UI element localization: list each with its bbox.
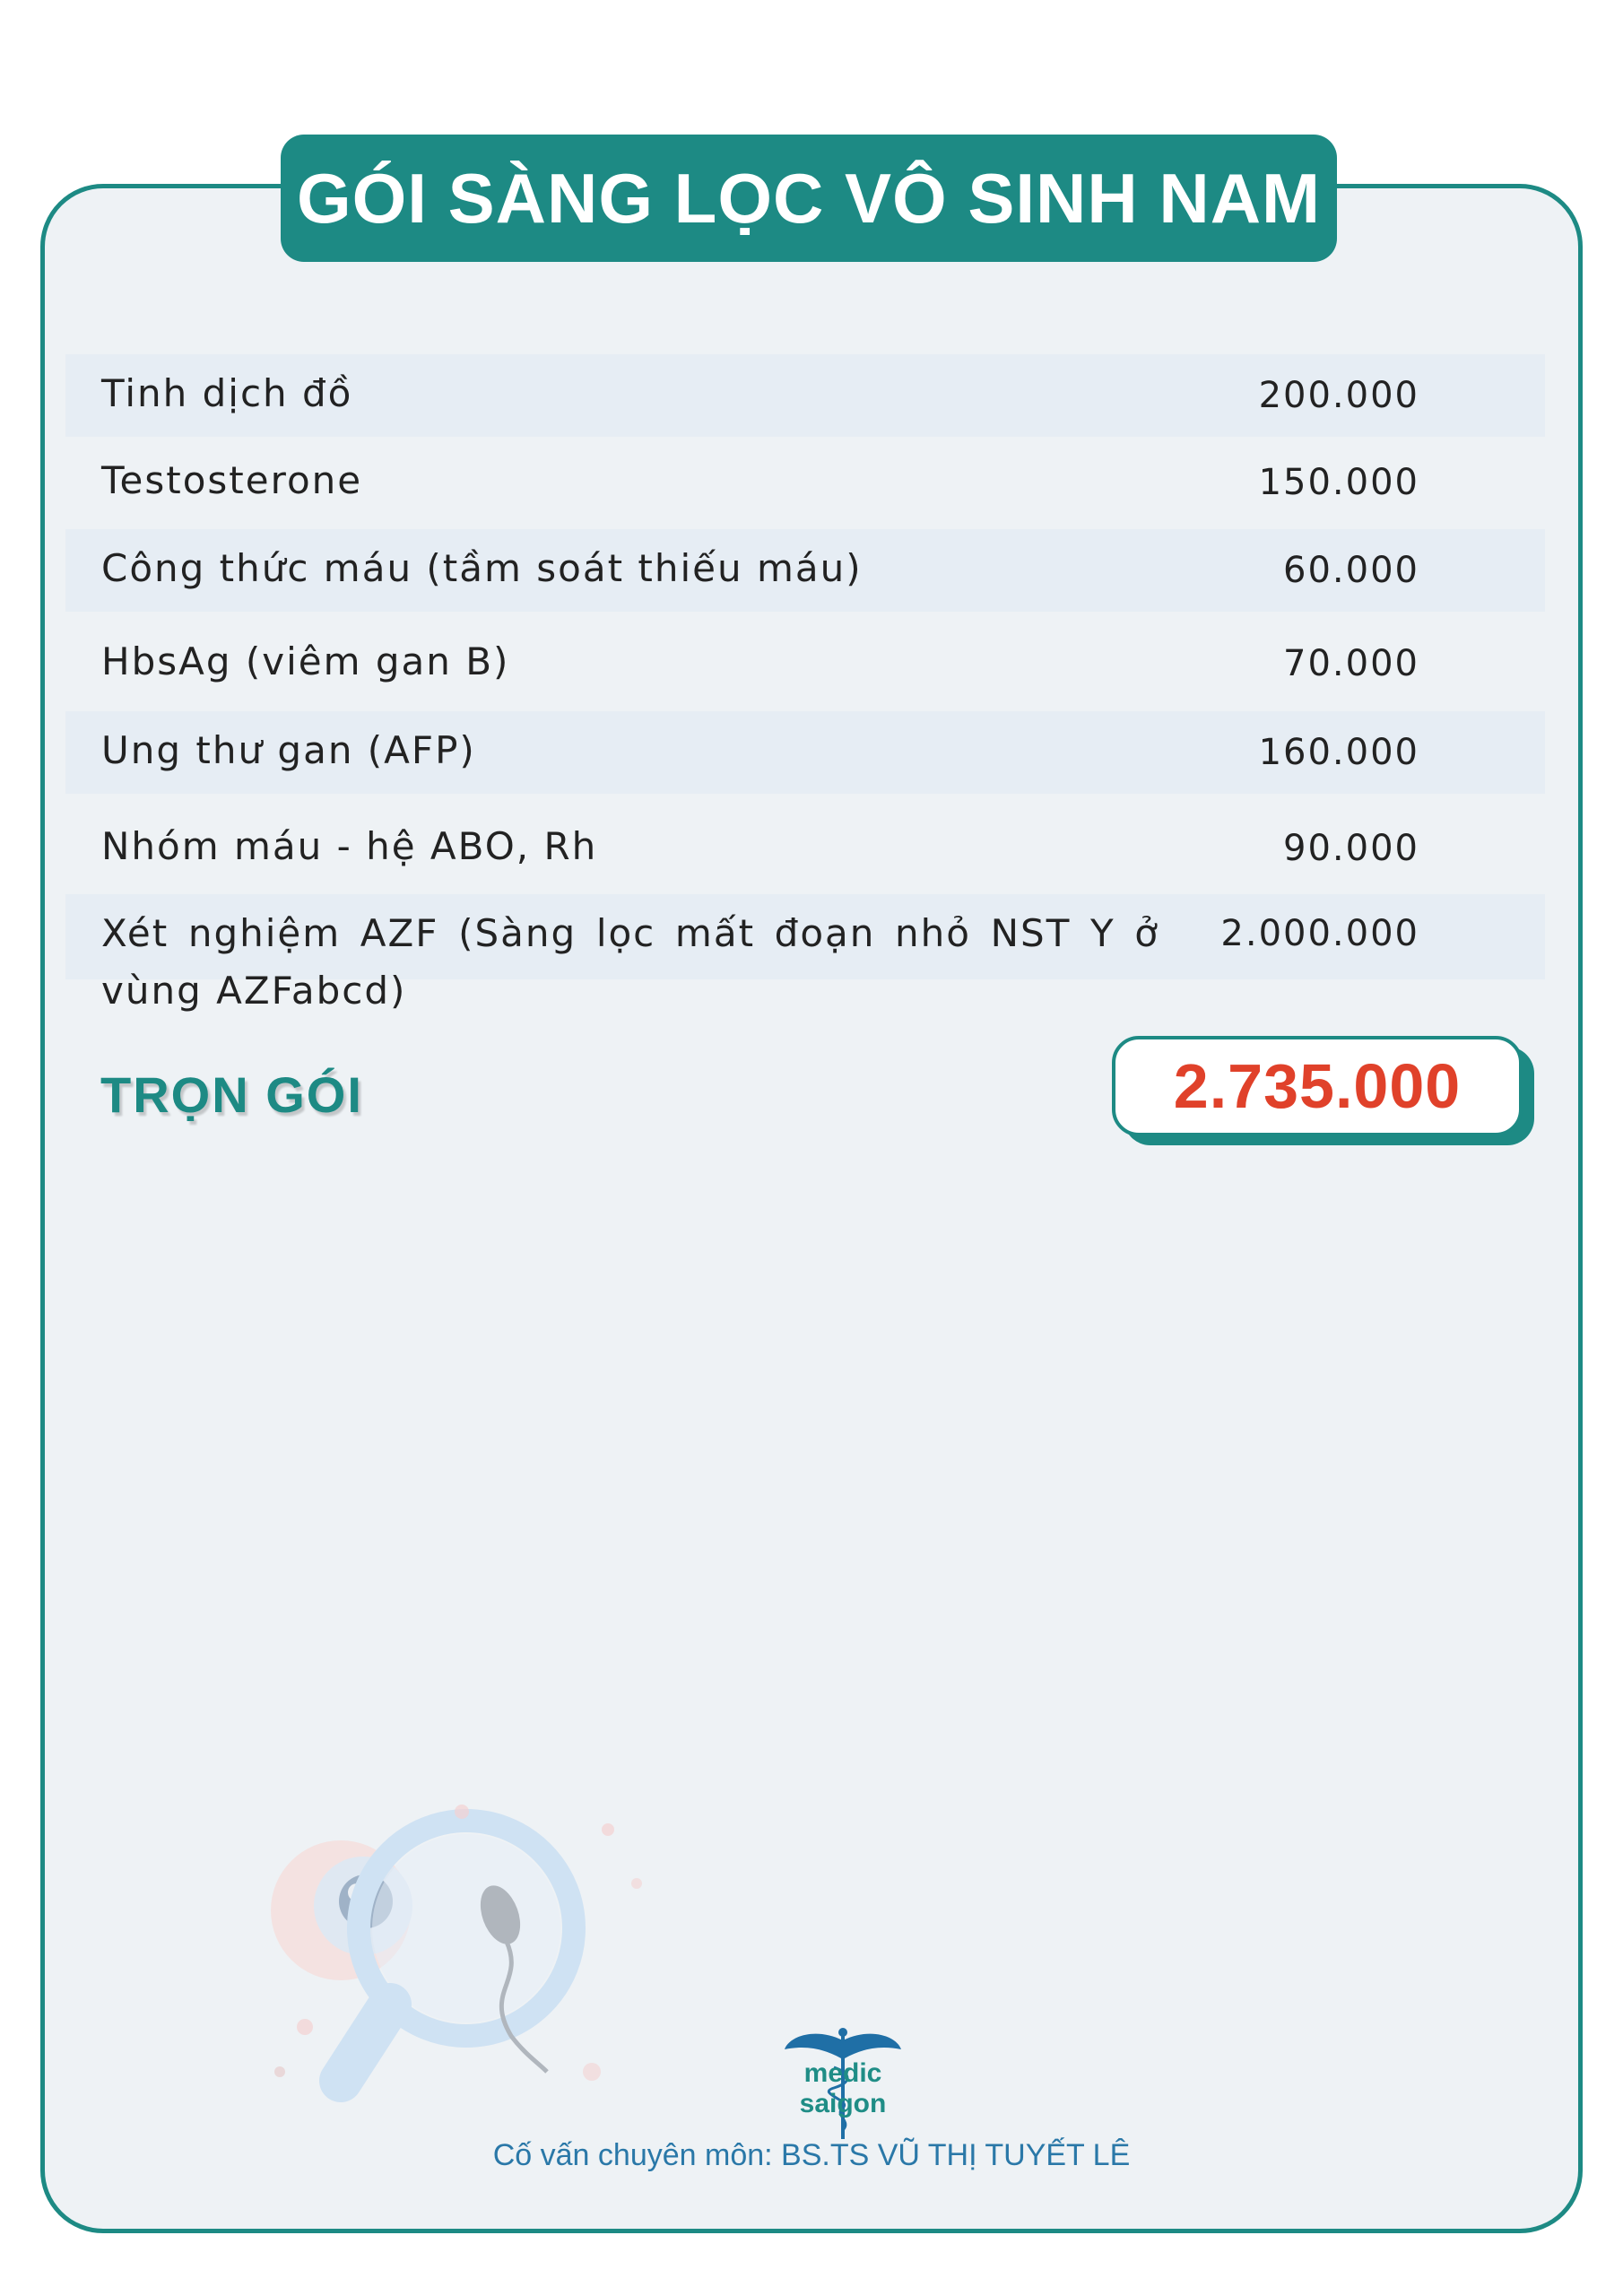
item-price: 60.000 <box>1283 550 1419 591</box>
item-price: 2.000.000 <box>1220 913 1419 954</box>
item-name: Testosterone <box>101 458 363 502</box>
magnifier-sperm-illustration <box>269 1803 735 2161</box>
title-banner <box>281 135 1337 262</box>
list-item <box>65 711 1545 794</box>
item-name: Ung thư gan (AFP) <box>101 728 476 772</box>
item-name: HbsAg (viêm gan B) <box>101 639 510 683</box>
item-price: 90.000 <box>1283 828 1419 869</box>
item-price: 200.000 <box>1258 375 1419 416</box>
total-label: TRỌN GÓI <box>100 1066 363 1123</box>
total-price: 2.735.000 <box>1173 1051 1462 1121</box>
item-name: Công thức máu (tầm soát thiếu máu) <box>101 546 863 590</box>
total-price-box <box>1112 1036 1523 1136</box>
advisor-credit: Cố vấn chuyên môn: BS.TS VŨ THỊ TUYẾT LÊ <box>492 2138 1131 2172</box>
item-price: 70.000 <box>1283 643 1419 684</box>
list-item <box>65 807 1545 890</box>
logo-text: medic saigon <box>799 2058 887 2118</box>
list-item <box>65 441 1545 524</box>
list-item <box>65 354 1545 437</box>
item-name: Nhóm máu - hệ ABO, Rh <box>101 824 598 868</box>
item-name: Xét nghiệm AZF (Sàng lọc mất đoạn nhỏ NST Y ở vùng AZFabcd) <box>101 911 1159 1013</box>
list-item <box>65 529 1545 612</box>
item-price: 160.000 <box>1258 732 1419 773</box>
list-item <box>65 894 1545 1013</box>
item-price: 150.000 <box>1258 462 1419 503</box>
page-title: GÓI SÀNG LỌC VÔ SINH NAM <box>296 158 1322 238</box>
item-name: Tinh dịch đồ <box>101 371 353 415</box>
list-item <box>65 622 1545 705</box>
